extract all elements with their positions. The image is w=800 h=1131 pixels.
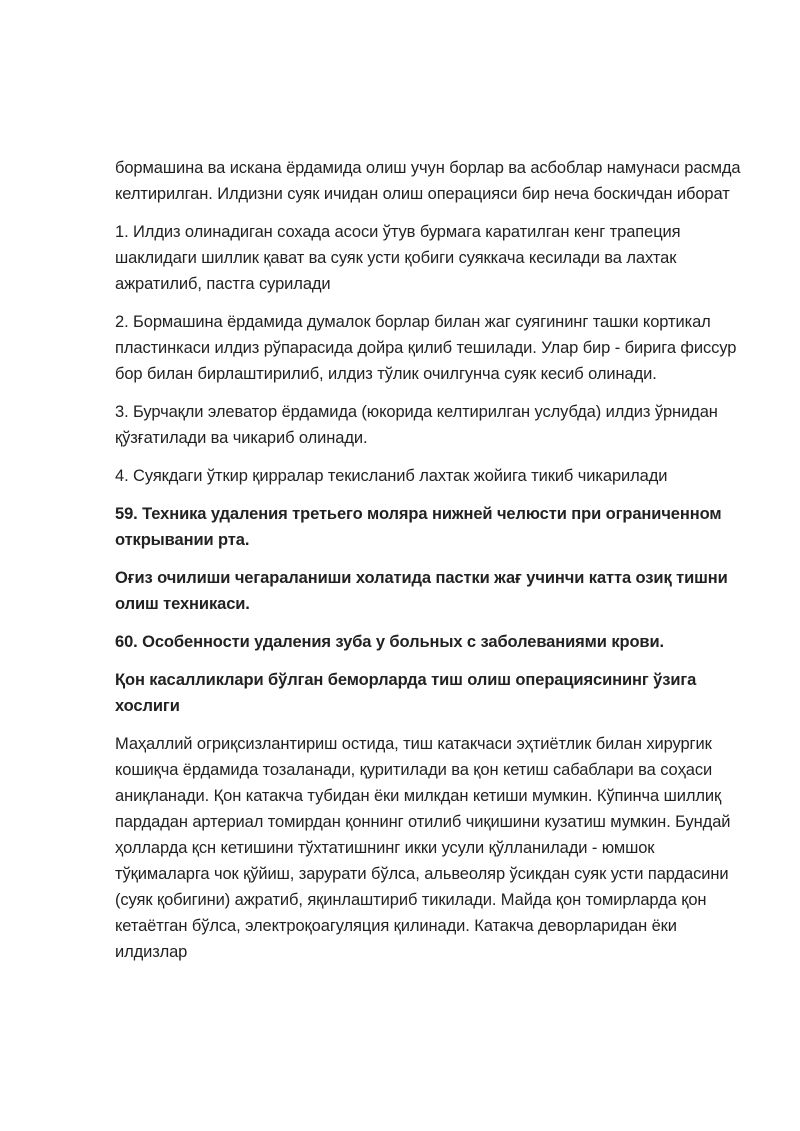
heading-59-uz: Оғиз очилиши чегараланиши холатида пастки жағ учинчи катта озиқ тишни олиш техникаси. bbox=[115, 569, 728, 613]
document-page bbox=[115, 155, 745, 977]
heading-60-uz: Қон касалликлари бўлган беморларда тиш олиш операциясининг ўзига хослиги bbox=[115, 671, 697, 715]
paragraph-step-3: 3. Бурчақли элеватор ёрдамида (юкорида келтирилган услубда) илдиз ўрнидан қўзғатилади ва чикариб олинади. bbox=[115, 403, 718, 447]
paragraph-step-1: 1. Илдиз олинадиган сохада асоси ўтув бурмага каратилган кенг трапеция шаклидаги шиллик қават ва суяк усти қобиги суяккача кесилади ва лахтак ажратилиб, пастга сурилади bbox=[115, 223, 681, 293]
heading-60-ru: 60. Особенности удаления зуба у больных с заболеваниями крови. bbox=[115, 633, 664, 651]
paragraph-body: Маҳаллий огриқсизлантириш остида, тиш катакчаси эҳтиётлик билан хирургик кошиқча ёрдамида тозаланади, қуритилади ва қон кетиш сабаблари ва соҳаси аниқланади. Қон катакча тубидан ёки милкдан кетиши мумкин. Кўпинча шиллиқ пардадан артериал томирдан қоннинг отилиб чиқишини кузатиш мумкин. Бундай ҳолларда қсн кетишини тўхтатишнинг икки усули қўлланилади - юмшок тўқималарга чок қўйиш, зарурати бўлса, альвеоляр ўсикдан суяк усти пардасини (суяк қобигини) ажратиб, яқинлаштириб тикилади. Майда қон томирларда қон кетаётган бўлса, электроқоагуляция қилинади. Катакча деворларидан ёки илдизлар bbox=[115, 735, 731, 961]
paragraph-intro: бормашина ва искана ёрдамида олиш учун борлар ва асбоблар намунаси расмда келтирилган. Илдизни суяк ичидан олиш операцияси бир неча боскичдан иборат bbox=[115, 159, 741, 203]
heading-59-ru: 59. Техника удаления третьего моляра нижней челюсти при ограниченном открывании рта. bbox=[115, 505, 722, 549]
paragraph-step-4: 4. Суякдаги ўткир қирралар текисланиб лахтак жойига тикиб чикарилади bbox=[115, 467, 668, 485]
paragraph-step-2: 2. Бормашина ёрдамида думалок борлар билан жаг суягининг ташки кортикал пластинкаси илдиз рўпарасида дойра қилиб тешилади. Улар бир - бирига фиссур бор билан бирлаштирилиб, илдиз тўлик очилгунча суяк кесиб олинади. bbox=[115, 313, 737, 383]
